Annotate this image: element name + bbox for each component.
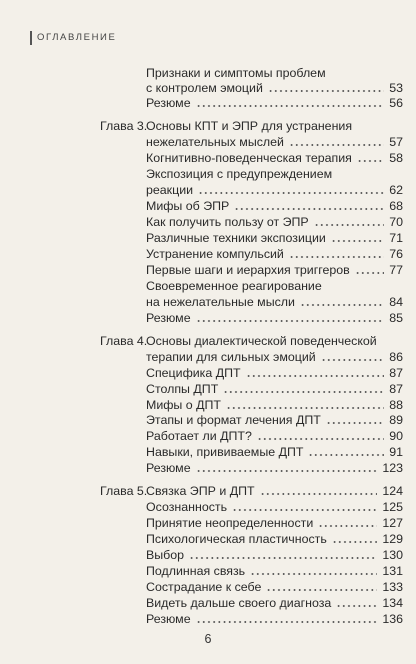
dot-leader [321,352,384,362]
entry-title: Связка ЭПР и ДПТ [146,484,255,498]
entry-page-number: 134 [382,596,403,610]
toc-line [0,94,416,112]
entry-page-number: 87 [389,382,403,396]
entry-title: Столпы ДПТ [146,382,219,396]
dot-leader [314,217,384,227]
entry-page-number: 62 [389,183,403,197]
entry-page-number: 57 [389,135,403,149]
toc-line [0,610,416,628]
entry-title: Навыки, прививаемые ДПТ [146,445,304,459]
dot-leader [196,313,384,323]
dot-leader [223,384,384,394]
entry-page-number: 68 [389,199,403,213]
entry-page-number: 130 [382,548,403,562]
entry-title: Экспозиция с предупреждением [146,167,333,181]
entry-page-number: 87 [389,366,403,380]
dot-leader [318,518,377,528]
entry-page-number: 91 [389,445,403,459]
toc-line [0,459,416,477]
entry-page-number: 127 [382,516,403,530]
entry-title: Своевременное реагирование [146,279,322,293]
header-title: ОГЛАВЛЕНИЕ [37,32,117,43]
entry-page-number: 58 [389,151,403,165]
entry-page-number: 123 [382,461,403,475]
entry-page-number: 70 [389,215,403,229]
dot-leader [226,400,384,410]
entry-title: Сострадание к себе [146,580,262,594]
dot-leader [196,98,384,108]
dot-leader [289,137,384,147]
dot-leader [266,582,377,592]
entry-page-number: 129 [382,532,403,546]
entry-title: Осознанность [146,500,228,514]
entry-title: реакции [146,183,194,197]
entry-title: Признаки и симптомы проблем [146,66,326,80]
entry-page-number: 90 [389,429,403,443]
dot-leader [260,486,378,496]
dot-leader [300,297,384,307]
entry-title: Работает ли ДПТ? [146,429,252,443]
entry-title: нежелательных мыслей [146,135,284,149]
entry-title: Резюме [146,612,191,626]
chapter-label: Глава 5. [100,484,148,498]
dot-leader [198,185,384,195]
chapter-label: Глава 4. [100,334,148,348]
toc-line [0,309,416,327]
entry-title: Специфика ДПТ [146,366,241,380]
dot-leader [308,447,384,457]
page-number: 6 [204,632,212,646]
dot-leader [326,415,384,425]
entry-page-number: 77 [389,263,403,277]
entry-page-number: 89 [389,413,403,427]
header-bar [30,31,32,45]
entry-title: Как получить пользу от ЭПР [146,215,309,229]
entry-title: терапии для сильных эмоций [146,350,316,364]
entry-title: Подлинная связь [146,564,246,578]
entry-page-number: 53 [389,81,403,95]
entry-title: Резюме [146,461,191,475]
entry-title: Этапы и формат лечения ДПТ [146,413,321,427]
entry-page-number: 85 [389,311,403,325]
entry-title: с контролем эмоций [146,81,263,95]
dot-leader [268,83,384,93]
entry-page-number: 131 [382,564,403,578]
entry-page-number: 76 [389,247,403,261]
entry-title: Резюме [146,311,191,325]
entry-title: Резюме [146,96,191,110]
dot-leader [196,614,378,624]
toc-entry [146,459,403,477]
entry-page-number: 71 [389,231,403,245]
dot-leader [336,598,377,608]
entry-title: Мифы о ДПТ [146,398,221,412]
entry-page-number: 56 [389,96,403,110]
chapter-label: Глава 3. [100,119,148,133]
dot-leader [289,249,384,259]
dot-leader [234,201,384,211]
entry-title: на нежелательные мысли [146,295,295,309]
entry-page-number: 84 [389,295,403,309]
entry-title: Когнитивно-поведенческая терапия [146,151,352,165]
dot-leader [332,534,377,544]
entry-title: Психологическая пластичность [146,532,327,546]
entry-page-number: 133 [382,580,403,594]
toc-entry [146,610,403,628]
dot-leader [357,153,384,163]
entry-title: Основы КПТ и ЭПР для устранения [146,119,353,133]
dot-leader [257,431,384,441]
dot-leader [196,463,378,473]
dot-leader [232,502,377,512]
dot-leader [250,566,377,576]
entry-title: Мифы об ЭПР [146,199,230,213]
dot-leader [355,265,384,275]
entry-title: Первые шаги и иерархия триггеров [146,263,350,277]
dot-leader [189,550,377,560]
entry-page-number: 88 [389,398,403,412]
entry-title: Основы диалектической поведенческой [146,334,377,348]
entry-title: Различные техники экспозиции [146,231,326,245]
entry-title: Видеть дальше своего диагноза [146,596,332,610]
entry-page-number: 124 [382,484,403,498]
dot-leader [331,233,384,243]
dot-leader [246,368,384,378]
entry-title: Выбор [146,548,185,562]
entry-title: Устранение компульсий [146,247,284,261]
entry-title: Принятие неопределенности [146,516,314,530]
toc-entry [146,309,403,327]
entry-page-number: 86 [389,350,403,364]
entry-page-number: 136 [382,612,403,626]
entry-page-number: 125 [382,500,403,514]
toc-entry [146,94,403,112]
